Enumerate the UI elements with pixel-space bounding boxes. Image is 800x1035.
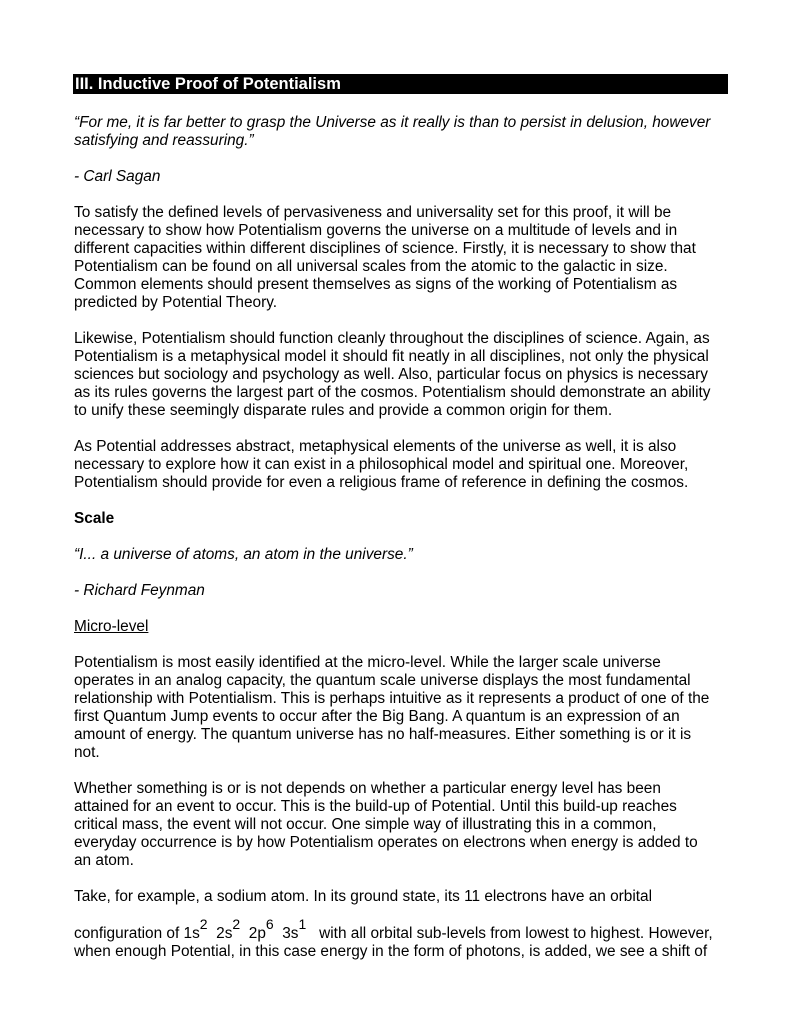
orbital-1s: $1s^2$ [183,916,208,942]
paragraph-line: Whether something is or is not depends on whether a particular energy level has been [74,780,661,797]
paragraph-line: necessary to show how Potentialism governs the universe on a multitude of levels and in [74,222,678,239]
paragraph-line: Potentialism is a metaphysical model it should fit neatly in all disciplines, not only the physical [74,348,709,365]
electron-count: 1 [298,916,307,932]
orbital-2p: $2p^6$ [248,916,274,942]
epigraph-quote-line: “For me, it is far better to grasp the Universe as it really is than to persist in delusion, however [74,114,711,131]
paragraph-line: Likewise, Potentialism should function cleanly throughout the disciplines of science. Again, as [74,330,710,347]
document-page [74,74,728,961]
paragraph-line: relationship with Potentialism. This is perhaps intuitive as it represents a product of one of the [74,690,710,707]
paragraph-line: necessary to explore how it can exist in a philosophical model and spiritual one. Moreover, [74,456,689,473]
paragraph-line: Potentialism is most easily identified at the micro-level. While the larger scale universe [74,654,661,671]
paragraph-line: operates in an analog capacity, the quantum scale universe displays the most fundamental [74,672,691,689]
body-paragraph [74,330,728,420]
paragraph-line: predicted by Potential Theory. [74,294,278,311]
body-paragraph [74,204,728,312]
paragraph-line: critical mass, the event will not occur. One simple way of illustrating this in a common, [74,816,657,833]
electron-count: 2 [232,916,241,932]
electron-count: 2 [199,916,208,932]
orbital-3s: $3s^1$ [282,916,307,942]
body-paragraph [74,438,728,492]
paragraph-line: when enough Potential, in this case energy in the form of photons, is added, we see a shift of [74,943,708,960]
configuration-prefix: configuration of [74,925,184,942]
body-paragraph [74,654,728,762]
body-paragraph [74,888,728,961]
paragraph-line: sciences but sociology and psychology as well. Also, particular focus on physics is necessary [74,366,708,383]
paragraph-line: first Quantum Jump events to occur after the Big Bang. A quantum is an expression of an [74,708,680,725]
electron-count: 6 [265,916,274,932]
paragraph-line: Take, for example, a sodium atom. In its ground state, its 11 electrons have an orbital [74,888,653,905]
paragraph-line: To satisfy the defined levels of pervasiveness and universality set for this proof, it will be [74,204,672,221]
paragraph-line: attained for an event to occur. This is the build-up of Potential. Until this build-up reaches [74,798,677,815]
paragraph-line: everyday occurrence is by how Potentialism operates on electrons when energy is added to [74,834,698,851]
paragraph-line: Potentialism should provide for even a religious frame of reference in defining the cosmos. [74,474,689,491]
orbital-2s: $2s^2$ [216,916,241,942]
orbital-configuration-line [74,916,728,943]
scale-heading: Scale [74,510,115,527]
epigraph-quote-line: satisfying and reassuring.” [74,132,254,149]
paragraph-line: As Potential addresses abstract, metaphysical elements of the universe as well, it is also [74,438,677,455]
epigraph-quote [74,114,728,150]
paragraph-line: to unify these seemingly disparate rules and provide a common origin for them. [74,402,613,419]
paragraph-line: an atom. [74,852,134,869]
epigraph-attribution: - Carl Sagan [74,168,161,185]
paragraph-line: as its rules governs the largest part of the cosmos. Potentialism should demonstrate an ability [74,384,711,401]
paragraph-line: amount of energy. The quantum universe has no half-measures. Either something is or it is [74,726,692,743]
body-paragraph [74,780,728,870]
paragraph-line: not. [74,744,100,761]
paragraph-line: different capacities within different disciplines of science. Firstly, it is necessary to show that [74,240,696,257]
epigraph-attribution: - Richard Feynman [74,582,205,599]
paragraph-line: Potentialism can be found on all universal scales from the atomic to the galactic in size. [74,258,668,275]
configuration-suffix: with all orbital sub-levels from lowest to highest. However, [319,925,713,942]
epigraph-quote: “I... a universe of atoms, an atom in the universe.” [74,546,413,563]
section-title: III. Inductive Proof of Potentialism [73,74,728,94]
paragraph-line: Common elements should present themselves as signs of the working of Potentialism as [74,276,678,293]
micro-level-heading: Micro-level [74,618,149,635]
